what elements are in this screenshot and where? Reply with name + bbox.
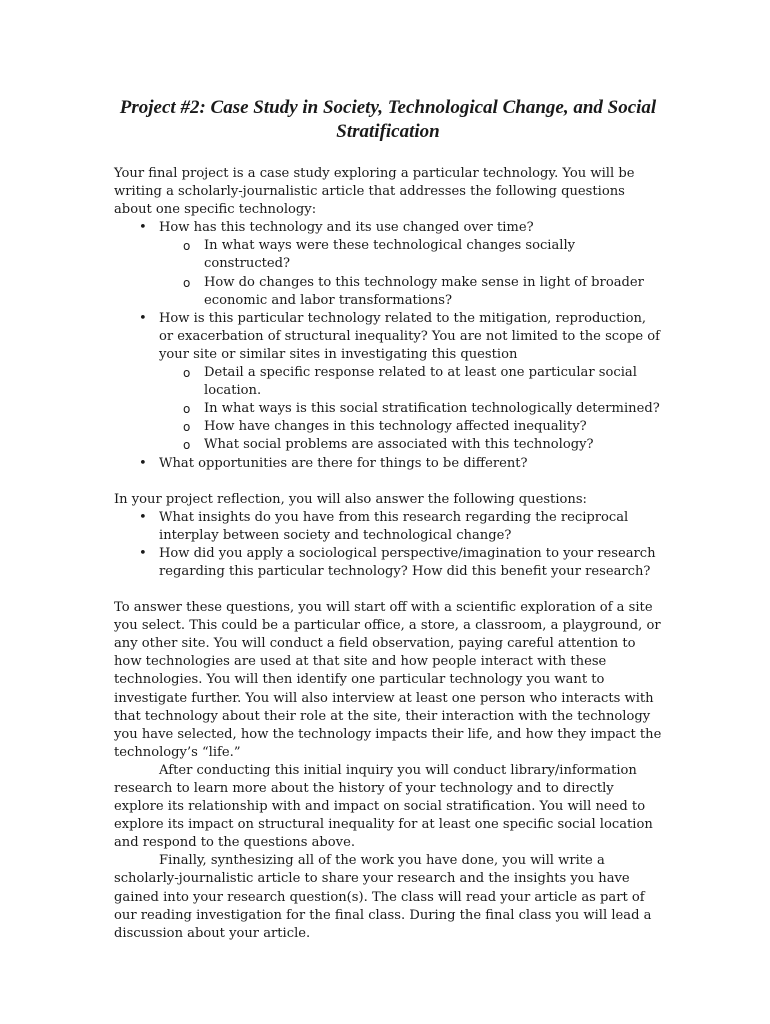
question-text: What opportunities are there for things to be different?: [159, 455, 528, 471]
sub-question-item: [159, 237, 662, 273]
body-paragraph-site: To answer these questions, you will start off with a scientific exploration of a site you select. This could be a particular office, a store, a classroom, a playground, or any other site. You will conduct a field observation, paying careful attention to how technologies are used at that site and how people interact with these technologies. You will then identify one particular technology you want to investigate further. You will also interview at least one person who interacts with that technology about their role at the site, their interaction with the technology you have selected, how the technology impacts their life, and how they impact the technology’s “life.”: [114, 600, 662, 760]
reflection-question-text: What insights do you have from this research regarding the reciprocal interplay between society and technological change?: [159, 509, 629, 543]
question-item: [114, 219, 662, 309]
reflection-questions-list: [114, 509, 662, 581]
questions-list: [114, 219, 662, 472]
sub-question-text: Detail a specific response related to at least one particular social location.: [204, 365, 637, 399]
sub-question-item: [159, 274, 662, 310]
reflection-question-text: How did you apply a sociological perspective/imagination to your research regarding this particular technology? How did this benefit your research?: [159, 545, 656, 579]
question-item: [114, 455, 662, 473]
sub-question-item: [159, 436, 662, 454]
sub-question-list: [159, 237, 662, 309]
question-item: [114, 310, 662, 455]
sub-question-item: [159, 418, 662, 436]
bullet-marker: •: [139, 220, 147, 236]
sub-question-item: [159, 400, 662, 418]
sub-bullet-marker: o: [183, 438, 191, 453]
sub-bullet-marker: o: [183, 239, 191, 254]
sub-question-item: [159, 364, 662, 400]
bullet-marker: •: [139, 310, 147, 326]
intro-paragraph: Your final project is a case study exploring a particular technology. You will be writing a scholarly-journalistic article that addresses the following questions about one specific technology:: [114, 166, 635, 218]
document-title: Project #2: Case Study in Society, Technological Change, and Social Stratification: [119, 97, 657, 142]
sub-bullet-marker: o: [183, 275, 191, 290]
sub-question-text: How have changes in this technology affected inequality?: [204, 419, 587, 435]
bullet-marker: •: [139, 545, 147, 561]
sub-question-list: [159, 364, 662, 454]
question-text: How has this technology and its use changed over time?: [159, 220, 534, 236]
sub-question-text: In what ways is this social stratification technologically determined?: [204, 401, 660, 417]
sub-question-text: How do changes to this technology make sense in light of broader economic and labor transformations?: [204, 274, 644, 308]
reflection-intro: In your project reflection, you will also answer the following questions:: [114, 491, 587, 507]
question-text: How is this particular technology related to the mitigation, reproduction, or exacerbation of structural inequality? You are not limited to the scope of your site or similar sites in investigating this question: [159, 310, 661, 362]
reflection-question-item: [114, 509, 662, 545]
reflection-question-item: [114, 545, 662, 581]
sub-question-text: In what ways were these technological changes socially constructed?: [204, 238, 576, 272]
bullet-marker: •: [139, 509, 147, 525]
sub-bullet-marker: o: [183, 420, 191, 435]
body-paragraph-research: After conducting this initial inquiry you will conduct library/information research to learn more about the history of your technology and to directly explore its relationship with and impact on social stratification. You will need to explore its impact on structural inequality for at least one specific social location and respond to the questions above.: [114, 762, 653, 851]
body-paragraph-article: Finally, synthesizing all of the work you have done, you will write a scholarly-journalistic article to share your research and the insights you have gained into your research question(s). The class will read your article as part of our reading investigation for the final class. During the final class you will lead a discussion about your article.: [114, 853, 652, 941]
sub-bullet-marker: o: [183, 366, 191, 381]
document-page: [114, 96, 662, 943]
sub-question-text: What social problems are associated with this technology?: [204, 437, 594, 453]
sub-bullet-marker: o: [183, 402, 191, 417]
bullet-marker: •: [139, 455, 147, 471]
